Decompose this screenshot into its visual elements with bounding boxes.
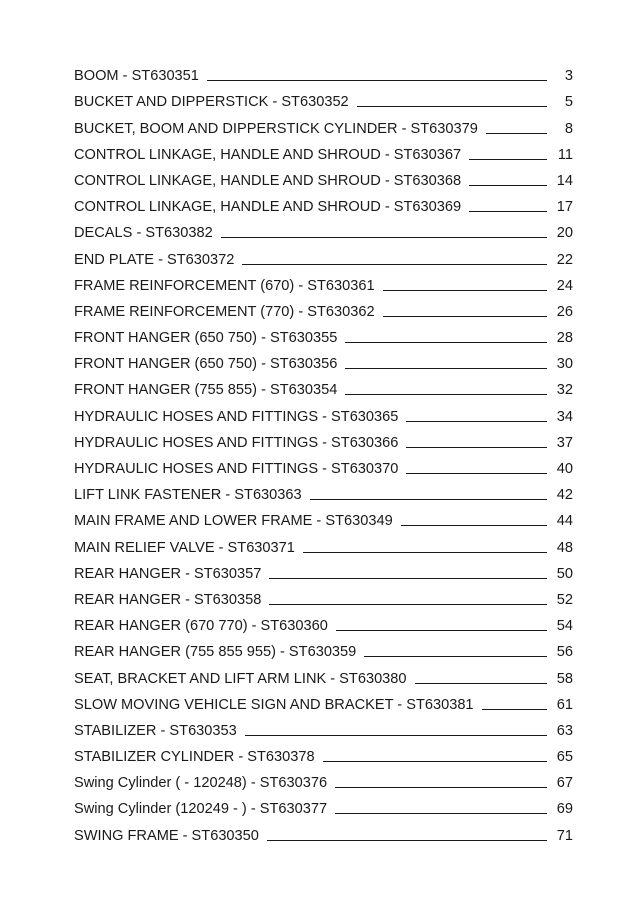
toc-page-number[interactable]: 71 [556,827,573,844]
toc-page-number[interactable]: 44 [556,513,573,530]
toc-entry[interactable] [74,270,573,296]
toc-page-number[interactable]: 50 [556,565,573,582]
toc-page-number[interactable]: 11 [557,146,573,163]
toc-entry-title[interactable]: BUCKET AND DIPPERSTICK - ST630352 [74,94,349,111]
toc-page-number[interactable]: 8 [564,120,573,137]
toc-page-number[interactable]: 69 [556,801,573,818]
toc-leader-line [406,421,547,422]
toc-entry[interactable] [74,191,573,217]
toc-page-number[interactable]: 54 [556,618,573,635]
toc-page-number[interactable]: 48 [556,539,573,556]
toc-page-number[interactable]: 52 [556,591,573,608]
toc-page-number[interactable]: 42 [556,487,573,504]
toc-entry-title[interactable]: HYDRAULIC HOSES AND FITTINGS - ST630370 [74,461,399,477]
toc-leader-line [406,447,547,448]
toc-entry-title[interactable]: FRAME REINFORCEMENT (770) - ST630362 [74,303,375,320]
toc-entry[interactable] [74,296,573,322]
toc-leader-line [364,656,547,657]
toc-entry[interactable] [74,60,573,86]
toc-page-number[interactable]: 3 [564,68,573,85]
toc-entry[interactable] [74,400,573,426]
toc-entry[interactable] [74,793,573,819]
toc-leader-line [242,264,547,265]
toc-page-number[interactable]: 24 [556,277,573,294]
toc-leader-line [336,630,547,631]
toc-entry[interactable] [74,453,573,479]
toc-leader-line [310,499,547,500]
toc-page-number[interactable]: 28 [556,330,573,347]
toc-leader-line [486,133,547,134]
toc-entry[interactable] [74,689,573,715]
toc-leader-line [469,159,547,160]
toc-page-number[interactable]: 67 [556,775,573,792]
toc-entry[interactable] [74,558,573,584]
toc-entry-title[interactable]: HYDRAULIC HOSES AND FITTINGS - ST630365 [74,408,399,425]
toc-page-number[interactable]: 65 [556,749,573,766]
toc-leader-line [345,368,547,369]
toc-page-number[interactable]: 30 [556,356,573,373]
toc-page-number[interactable]: 17 [556,199,573,216]
toc-entry-title[interactable]: CONTROL LINKAGE, HANDLE AND SHROUD - ST630369 [74,199,462,216]
toc-entry-title[interactable]: BUCKET, BOOM AND DIPPERSTICK CYLINDER - ST630379 [74,120,478,137]
toc-leader-line [269,578,547,579]
toc-page-number[interactable]: 58 [556,670,573,687]
toc-entry-title[interactable]: SEAT, BRACKET AND LIFT ARM LINK - ST630380 [74,670,407,687]
toc-entry-title[interactable]: STABILIZER - ST630353 [74,722,237,739]
toc-leader-line [469,185,547,186]
toc-entry-title[interactable]: REAR HANGER (755 855 955) - ST630359 [74,644,357,661]
toc-leader-line [415,683,547,684]
toc-entry-title[interactable]: FRONT HANGER (650 750) - ST630355 [74,330,338,347]
toc-page-number[interactable]: 26 [556,303,573,320]
toc-entry-title[interactable]: REAR HANGER - ST630358 [74,591,262,608]
toc-entry-title[interactable]: REAR HANGER (670 770) - ST630360 [74,618,328,635]
toc-entry-title[interactable]: Swing Cylinder (120249 - ) - ST630377 [74,801,328,818]
toc-entry-title[interactable]: CONTROL LINKAGE, HANDLE AND SHROUD - ST630368 [74,172,462,189]
toc-entry-title[interactable]: SLOW MOVING VEHICLE SIGN AND BRACKET - ST630381 [74,696,474,713]
toc-page-number[interactable]: 5 [564,94,573,111]
toc-entry[interactable] [74,243,573,269]
toc-leader-line [335,787,547,788]
toc-leader-line [469,211,547,212]
toc-entry-title[interactable]: BOOM - ST630351 [74,68,199,85]
toc-page-number[interactable]: 40 [556,461,573,477]
toc-entry-title[interactable]: LIFT LINK FASTENER - ST630363 [74,487,302,504]
toc-entry[interactable] [74,767,573,793]
toc-page-number[interactable]: 14 [556,172,573,189]
toc-entry-title[interactable]: MAIN FRAME AND LOWER FRAME - ST630349 [74,513,393,530]
toc-entry-title[interactable]: MAIN RELIEF VALVE - ST630371 [74,539,295,556]
toc-entry-title[interactable]: REAR HANGER - ST630357 [74,565,262,582]
toc-page-number[interactable]: 22 [556,251,573,268]
toc-leader-line [221,237,547,238]
toc-entry[interactable] [74,505,573,531]
toc-leader-line [345,342,547,343]
toc-entry[interactable] [74,374,573,400]
toc-entry-title[interactable]: HYDRAULIC HOSES AND FITTINGS - ST630366 [74,434,399,451]
toc-entry[interactable] [74,531,573,557]
toc-page-number[interactable]: 32 [556,382,573,399]
toc-entry-title[interactable]: FRONT HANGER (650 750) - ST630356 [74,356,338,373]
toc-leader-line [303,552,547,553]
toc-leader-line [335,813,547,814]
toc-entry-title[interactable]: CONTROL LINKAGE, HANDLE AND SHROUD - ST630367 [74,146,462,163]
toc-leader-line [323,761,547,762]
toc-entry[interactable] [74,662,573,688]
toc-leader-line [357,106,547,107]
toc-entry[interactable] [74,322,573,348]
toc-entry-title[interactable]: FRAME REINFORCEMENT (670) - ST630361 [74,277,375,294]
toc-entry[interactable] [74,610,573,636]
toc-entry-title[interactable]: END PLATE - ST630372 [74,251,235,268]
toc-entry[interactable] [74,636,573,662]
toc-entry-title[interactable]: Swing Cylinder ( - 120248) - ST630376 [74,775,328,792]
toc-leader-line [267,840,547,841]
toc-entry[interactable] [74,427,573,453]
toc-leader-line [482,709,547,710]
toc-entry[interactable] [74,479,573,505]
toc-entry-title[interactable]: STABILIZER CYLINDER - ST630378 [74,749,315,766]
toc-leader-line [245,735,547,736]
toc-entry[interactable] [74,819,573,845]
toc-entry-title[interactable]: FRONT HANGER (755 855) - ST630354 [74,382,338,399]
toc-entry[interactable] [74,165,573,191]
toc-page-number[interactable]: 61 [556,696,573,713]
toc-entry[interactable] [74,217,573,243]
toc-leader-line [401,525,547,526]
toc-page-number[interactable]: 56 [556,644,573,661]
table-of-contents [74,60,573,846]
toc-page-number[interactable]: 63 [556,722,573,739]
toc-page-number[interactable]: 20 [556,225,573,242]
toc-entry[interactable] [74,348,573,374]
toc-entry-title[interactable]: DECALS - ST630382 [74,225,213,242]
toc-entry-title[interactable]: SWING FRAME - ST630350 [74,827,259,844]
toc-page-number[interactable]: 34 [556,408,573,425]
toc-leader-line [269,604,547,605]
toc-entry[interactable] [74,86,573,112]
toc-entry[interactable] [74,139,573,165]
toc-leader-line [383,316,547,317]
toc-leader-line [345,394,547,395]
toc-leader-line [406,473,547,474]
toc-entry[interactable] [74,112,573,138]
toc-leader-line [383,290,547,291]
toc-entry[interactable] [74,715,573,741]
toc-entry[interactable] [74,741,573,767]
toc-entry[interactable] [74,584,573,610]
toc-page-number[interactable]: 37 [556,434,573,451]
toc-leader-line [207,80,547,81]
